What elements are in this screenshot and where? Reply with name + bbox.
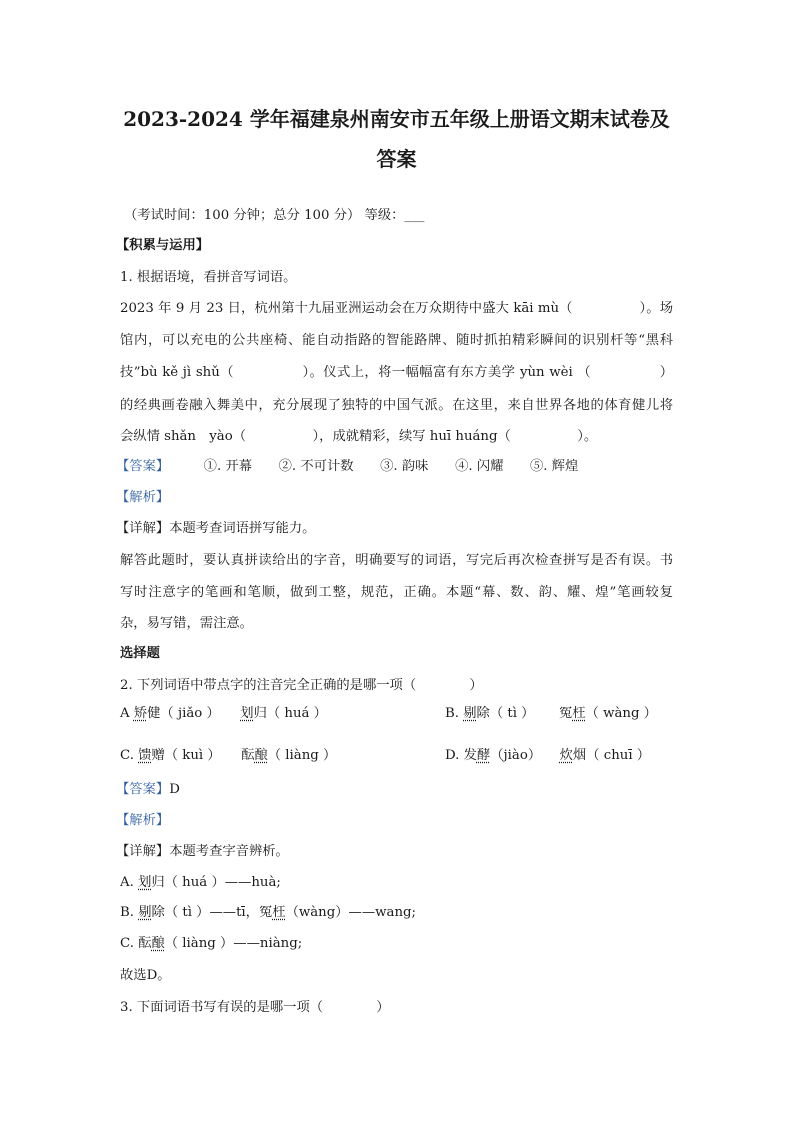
answer-label: 【答案】 [116,782,170,797]
dotted-char: 剔 [138,905,152,920]
section-heading-accumulation: 【积累与运用】 [116,238,210,253]
dotted-char: 矫 [133,706,148,721]
section-heading-choice: 选择题 [120,646,160,661]
q2-analysis-label: 【解析】 [116,813,170,828]
q2-prompt: 2. 下列词语中带点字的注音完全正确的是哪一项（ ） [120,678,483,693]
q2-answer-row [116,780,180,800]
q1-prompt: 1. 根据语境，看拼音写词语。 [120,270,297,285]
q2-option-a[interactable]: A 矫健（ jiǎo ） 划归（ huá ） [120,706,327,721]
dotted-char: 划 [240,706,254,721]
q1-detail-line: 解答此题时，要认真拼读给出的字音，明确要写的词语，写完后再次检查拼写是否有误。书 [120,553,673,568]
q2-detail-line-c: C. 酝酿（ liàng ）——niàng; [120,936,303,951]
q1-paragraph-line: 2023 年 9 月 23 日，杭州第十九届亚洲运动会在万众期待中盛大 kāi mù（ ）。场 [120,301,673,316]
q2-option-d[interactable]: D. 发酵（jiào） 炊烟（ chuī ） [445,748,651,763]
q2-detail-line-b: B. 剔除（ tì ）——tī，冤枉（wàng）——wang; [120,905,416,920]
dotted-char: 酵 [476,748,491,763]
option-label: A [120,706,130,721]
q2-option-b[interactable]: B. 剔除（ tì ） 冤枉（ wàng ） [445,706,657,721]
q2-detail-line-a: A. 划归（ huá ）——huà; [120,875,281,890]
option-label: B. [445,706,459,721]
dotted-char: 剔 [463,706,477,721]
exam-info: （考试时间：100 分钟；总分 100 分） 等级：___ [124,208,425,223]
q1-answer-text: ①. 开幕 ②. 不可计数 ③. 韵味 ④. 闪耀 ⑤. 辉煌 [203,459,579,474]
q1-paragraph-line: 馆内，可以充电的公共座椅、能自动指路的智能路牌、随时抓拍精彩瞬间的识别杆等“黑科 [120,333,673,348]
q1-detail-line: 杂，易写错，需注意。 [120,616,253,631]
q1-paragraph-line: 的经典画卷融入舞美中，充分展现了独特的中国气派。在这里，来自世界各地的体育健儿将 [120,398,673,413]
dotted-char: 馈 [138,748,152,763]
q1-answer-row [116,457,578,477]
answer-label: 【答案】 [116,459,170,474]
detail-first-text: 本题考查词语拼写能力。 [169,521,316,536]
q1-detail-heading [116,519,315,539]
page-title-line1: 2023-2024 学年福建泉州南安市五年级上册语文期末试卷及 [123,107,670,131]
q1-paragraph-line: 会纵情 shǎn yào（ ），成就精彩，续写 huī huáng（ ）。 [120,429,598,444]
dotted-char: 枉 [272,905,286,920]
q1-paragraph-line: 技”bù kě jì shǔ（ ）。仪式上，将一幅幅富有东方美学 yùn wèi （ ） [120,365,673,380]
dotted-char: 酿 [254,748,268,763]
q2-answer-text: D [169,782,180,797]
q1-detail-line: 写时注意字的笔画和笔顺，做到工整，规范，正确。本题“幕、数、韵、耀、煌”笔画较复 [120,585,673,600]
option-label: C. [120,748,134,763]
dotted-char: 酿 [151,936,165,951]
dotted-char: 划 [138,875,152,890]
option-label: D. [445,748,460,763]
q2-detail-heading [116,842,289,862]
q3-prompt: 3. 下面词语书写有误的是哪一项（ ） [120,1000,390,1015]
detail-first-text: 本题考查字音辨析。 [169,844,289,859]
dotted-char: 炊 [559,748,573,763]
q2-option-c[interactable]: C. 馈赠（ kuì ） 酝酿（ liàng ） [120,748,337,763]
dotted-char: 枉 [572,706,586,721]
detail-label: 【详解】 [116,844,170,859]
q1-analysis-label: 【解析】 [116,490,170,505]
detail-label: 【详解】 [116,521,170,536]
q2-conclusion: 故选D。 [120,968,171,983]
page-title-line2: 答案 [376,147,417,171]
